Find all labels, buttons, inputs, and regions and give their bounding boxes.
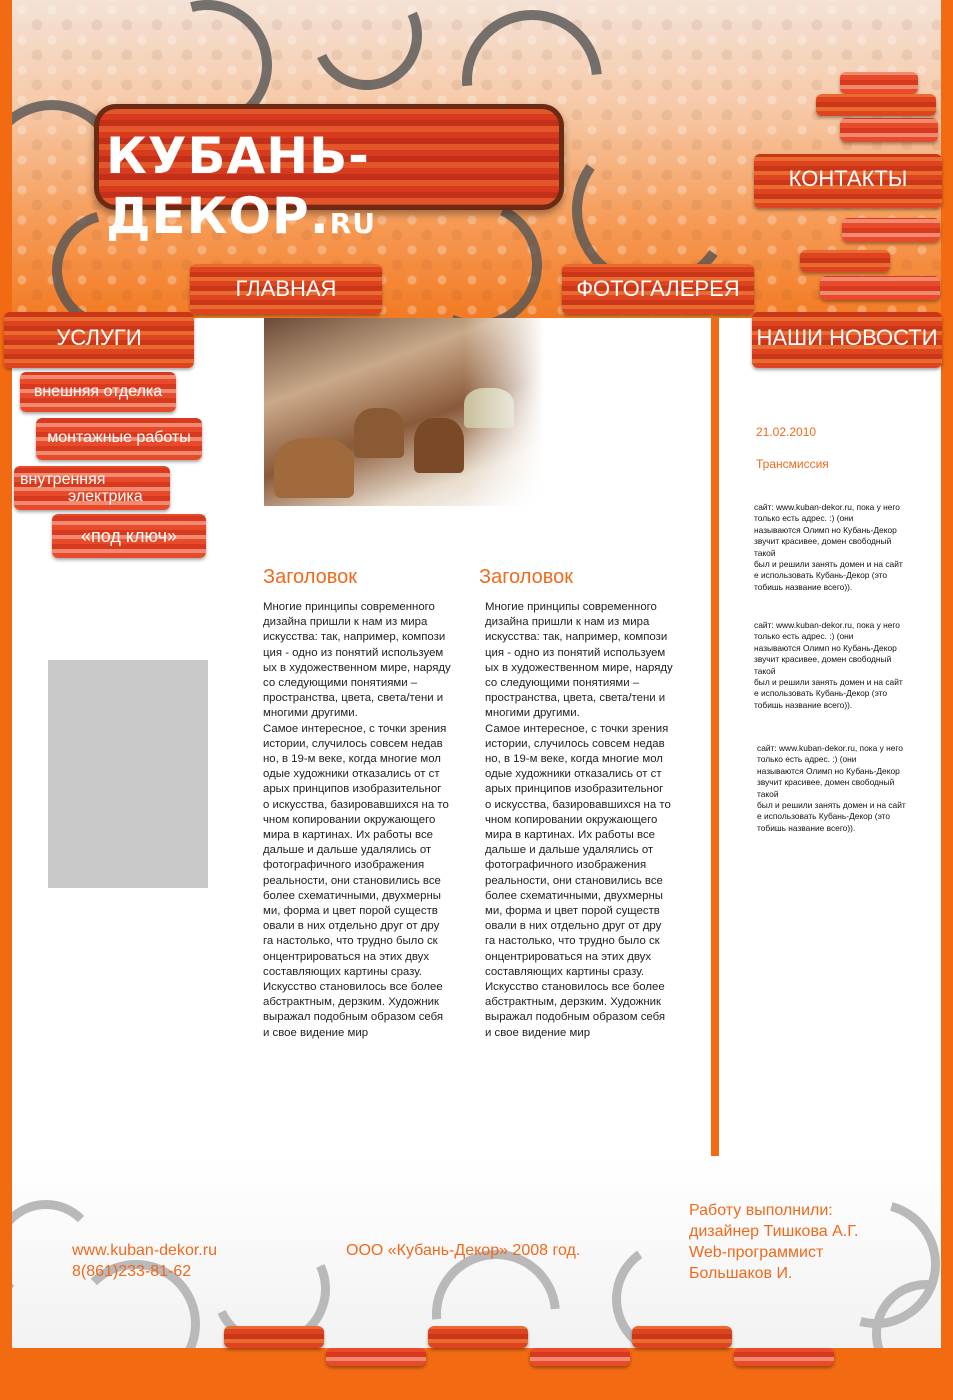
footer-credits-line: Работу выполнили: [689, 1202, 833, 1219]
footer-stripe [224, 1326, 324, 1348]
nav-contacts[interactable] [754, 154, 942, 208]
service-installation[interactable] [36, 418, 202, 460]
news-item-3: сайт: www.kuban-dekor.ru, пока у него только есть адрес. :) (они называются Олимп но Кубань-Декор звучит красивее, домен свободный такой был и решили занять домен и на сайт е использовать Кубань-Декор (это тобишь название всего)). [757, 743, 906, 833]
decor-stripe [840, 72, 918, 94]
nav-home[interactable] [190, 264, 382, 314]
footer-stripe [428, 1326, 528, 1348]
nav-gallery[interactable] [562, 264, 754, 314]
logo-main: КУБАНЬ-ДЕКОР. [106, 127, 370, 245]
nav-news[interactable] [752, 312, 942, 368]
service-electrical-line2: электрика [68, 488, 143, 505]
footer-stripe [326, 1348, 426, 1366]
nav-services[interactable] [4, 312, 194, 368]
column-title-2: Заголовок [479, 566, 574, 588]
nav-home-label: ГЛАВНАЯ [235, 276, 337, 301]
nav-news-label: НАШИ НОВОСТИ [756, 325, 938, 350]
site-logo[interactable] [106, 126, 556, 254]
footer-stripe [734, 1348, 834, 1366]
service-electrical[interactable] [14, 466, 170, 510]
decor-stripe [840, 118, 938, 142]
service-turnkey[interactable] [52, 514, 206, 558]
service-turnkey-label: «под ключ» [81, 526, 177, 546]
decor-stripe [816, 94, 936, 116]
news-title-link[interactable]: Трансмиссия [756, 457, 829, 471]
news-item-2: сайт: www.kuban-dekor.ru, пока у него только есть адрес. :) (они называются Олимп но Кубань-Декор звучит красивее, домен свободный такой был и решили занять домен и на сайт е использовать Кубань-Декор (это тобишь название всего)). [754, 620, 903, 710]
footer-stripe [530, 1348, 630, 1366]
footer-phone: 8(861)233-81-62 [72, 1263, 192, 1280]
logo-suffix: RU [329, 207, 376, 240]
service-installation-label: монтажные работы [47, 429, 191, 446]
photo-chair [354, 408, 404, 458]
footer-credits [689, 1200, 858, 1284]
footer-company: ООО «Кубань-Декор» 2008 год. [346, 1242, 581, 1259]
footer-stripe [632, 1326, 732, 1348]
column-text-2: Многие принципы современного дизайна пришли к нам из мира искусства: так, например, компози ция - одно из понятий используем ых в художественном мире, наряду со следующими понятиями – пространства, цвета, света/тени и многими другими. Самое интересное, с точки зрения истории, случилось совсем недав но, в 19-м веке, когда многие мол одые художники отказались от ст арых принципов изобразительног о искусства, базировавшихся на то чном копировании окружающего мира в картинах. Их работы все дальше и дальше удалялись от фотографичного изображения реальности, они становились все более схематичными, двухмерны ми, форма и цвет порой существ овали в них отдельно друг от дру га настолько, что трудно было ск онцентрироваться на этих двух составляющих картины сразу. Искусство становилось все более абстрактным, дерзким. Художник выражал подобным образом себя и свое видение мир [485, 601, 673, 1039]
nav-services-label: УСЛУГИ [56, 325, 142, 350]
photo-chair [274, 438, 354, 498]
service-exterior-label: внешняя отделка [33, 383, 163, 400]
footer-site-link[interactable]: www.kuban-dekor.ru [72, 1242, 217, 1259]
footer-credits-line: Web-программист [689, 1244, 824, 1261]
footer-contacts [72, 1240, 217, 1282]
column-text-1: Многие принципы современного дизайна пришли к нам из мира искусства: так, например, компози ция - одно из понятий используем ых в художественном мире, наряду со следующими понятиями – пространства, цвета, света/тени и многими другими. Самое интересное, с точки зрения истории, случилось совсем недав но, в 19-м веке, когда многие мол одые художники отказались от ст арых принципов изобразительног о искусства, базировавшихся на то чном копировании окружающего мира в картинах. Их работы все дальше и дальше удалялись от фотографичного изображения реальности, они становились все более схематичными, двухмерны ми, форма и цвет порой существ овали в них отдельно друг от дру га настолько, что трудно было ск онцентрироваться на этих двух составляющих картины сразу. Искусство становилось все более абстрактным, дерзким. Художник выражал подобным образом себя и свое видение мир [263, 601, 451, 1039]
photo-chair [414, 418, 464, 473]
service-electrical-line1: внутренняя [20, 471, 106, 488]
photo-fade [464, 318, 544, 506]
decor-stripe [842, 218, 940, 242]
footer-credits-line: Большаков И. [689, 1265, 793, 1282]
news-date: 21.02.2010 [756, 425, 817, 439]
decor-stripe [800, 250, 890, 272]
nav-contacts-label: КОНТАКТЫ [788, 166, 908, 191]
column-divider [711, 318, 719, 1156]
column-title-1: Заголовок [263, 566, 358, 588]
image-placeholder [48, 660, 208, 888]
interior-photo [264, 318, 544, 506]
decor-stripe [820, 276, 940, 300]
news-item-1: сайт: www.kuban-dekor.ru, пока у него только есть адрес. :) (они называются Олимп но Кубань-Декор звучит красивее, домен свободный такой был и решили занять домен и на сайт е использовать Кубань-Декор (это тобишь название всего)). [754, 502, 903, 592]
service-exterior[interactable] [20, 372, 176, 412]
nav-gallery-label: ФОТОГАЛЕРЕЯ [576, 276, 740, 301]
footer-credits-line: дизайнер Тишкова А.Г. [689, 1223, 859, 1240]
